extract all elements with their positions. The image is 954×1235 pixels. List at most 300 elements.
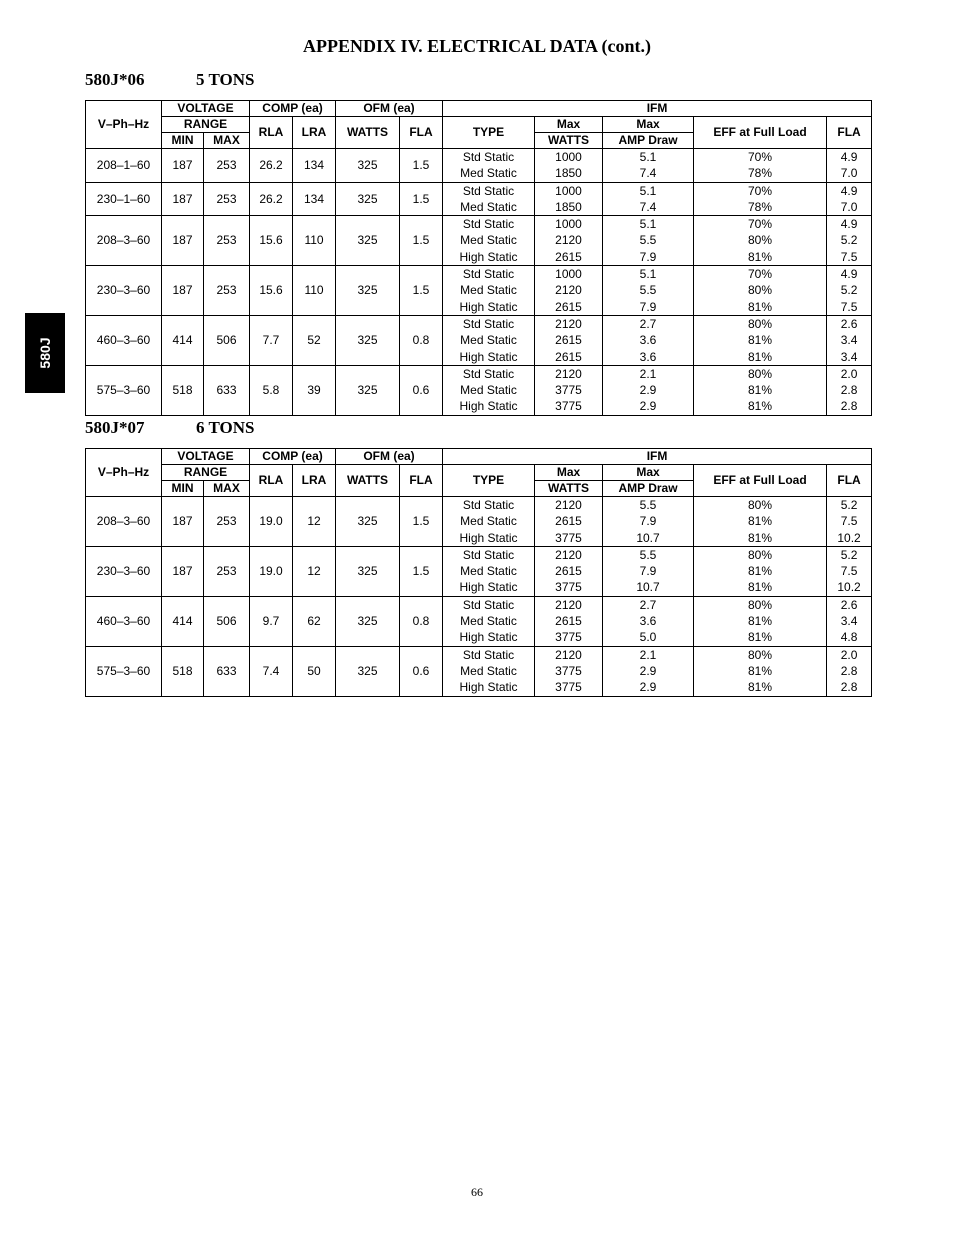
ifm-eff-line: 80% [748, 647, 773, 662]
header-type: TYPE [443, 117, 535, 149]
cell-ifm-fla [827, 646, 872, 696]
ifm-fla-line: 4.8 [840, 630, 858, 645]
ifm-amp-draw-line: 7.4 [639, 199, 657, 214]
ifm-eff-line: 80% [748, 597, 773, 612]
cell-vph: 230–3–60 [86, 546, 162, 596]
ifm-amp-draw-line: 5.1 [639, 183, 657, 198]
cell-watts: 325 [336, 182, 400, 216]
ifm-amp-draw-line: 5.5 [639, 547, 657, 562]
cell-ifm-max-watts [535, 646, 603, 696]
ifm-eff-line: 81% [748, 630, 773, 645]
ifm-eff-line: 81% [748, 580, 773, 595]
ifm-fla-line: 3.4 [840, 349, 858, 364]
header-ifm-fla: FLA [827, 117, 872, 149]
ifm-eff-line: 81% [748, 680, 773, 695]
cell-min: 414 [162, 315, 204, 365]
cell-ifm-fla [827, 315, 872, 365]
table-row [86, 149, 872, 183]
cell-fla: 1.5 [400, 546, 443, 596]
ifm-max-watts-line: 2120 [555, 498, 582, 512]
ifm-max-watts-line: 3775 [555, 383, 582, 398]
ifm-amp-draw-line: 10.7 [636, 530, 660, 545]
cell-ifm-amp-draw [603, 266, 694, 316]
header-max-watts-bottom: WATTS [535, 133, 603, 149]
ifm-fla-line: 10.2 [837, 580, 861, 595]
ifm-max-watts-line: 3775 [555, 630, 582, 645]
cell-min: 518 [162, 646, 204, 696]
header-max-amp-top: Max [603, 465, 694, 481]
ifm-eff-line: 81% [748, 514, 773, 529]
cell-vph: 460–3–60 [86, 315, 162, 365]
ifm-amp-draw-line: 2.9 [639, 663, 657, 678]
cell-ifm-type [443, 646, 535, 696]
ifm-fla-line: 3.4 [840, 333, 858, 348]
cell-ifm-type [443, 266, 535, 316]
model-tons: 6 TONS [196, 418, 255, 437]
header-eff: EFF at Full Load [694, 117, 827, 149]
cell-ifm-amp-draw [603, 646, 694, 696]
ifm-max-watts-line: 3775 [555, 399, 582, 414]
cell-ifm-amp-draw [603, 365, 694, 415]
ifm-fla-line: 5.2 [840, 547, 858, 562]
cell-fla: 0.8 [400, 596, 443, 646]
cell-vph: 208–3–60 [86, 497, 162, 547]
ifm-type-line: Med Static [460, 283, 517, 298]
cell-ifm-type [443, 149, 535, 183]
cell-ifm-type [443, 497, 535, 547]
ifm-fla-line: 7.0 [840, 166, 858, 181]
header-max-amp-top: Max [603, 117, 694, 133]
cell-lra: 134 [293, 149, 336, 183]
ifm-amp-draw-line: 7.4 [639, 166, 657, 181]
ifm-eff-line: 81% [748, 530, 773, 545]
ifm-type-line: Std Static [462, 316, 515, 331]
ifm-fla-line: 5.2 [840, 233, 858, 248]
cell-ifm-fla [827, 266, 872, 316]
header-min: MIN [162, 133, 204, 149]
cell-vph: 230–3–60 [86, 266, 162, 316]
header-vph: V–Ph–Hz [86, 101, 162, 149]
ifm-type-line: Med Static [460, 333, 517, 348]
ifm-max-watts-line: 2615 [555, 614, 582, 629]
cell-fla: 1.5 [400, 216, 443, 266]
ifm-amp-draw-line: 7.9 [639, 249, 657, 264]
ifm-eff-line: 81% [748, 663, 773, 678]
ifm-eff-line: 80% [748, 233, 773, 248]
cell-rla: 9.7 [250, 596, 293, 646]
ifm-max-watts-line: 3775 [555, 580, 582, 595]
ifm-fla-line: 7.5 [840, 564, 858, 579]
ifm-max-watts-line: 2615 [555, 514, 582, 529]
ifm-amp-draw-line: 5.5 [639, 498, 657, 512]
cell-ifm-type [443, 182, 535, 216]
cell-min: 187 [162, 497, 204, 547]
cell-lra: 50 [293, 646, 336, 696]
ifm-max-watts-line: 2615 [555, 299, 582, 314]
ifm-amp-draw-line: 2.9 [639, 680, 657, 695]
table-body [86, 497, 872, 697]
ifm-amp-draw-line: 7.9 [639, 299, 657, 314]
cell-vph: 208–1–60 [86, 149, 162, 183]
cell-ifm-eff [694, 497, 827, 547]
cell-ifm-amp-draw [603, 315, 694, 365]
cell-watts: 325 [336, 266, 400, 316]
cell-ifm-amp-draw [603, 596, 694, 646]
ifm-fla-line: 2.8 [840, 680, 858, 695]
page-number: 66 [471, 1185, 483, 1199]
ifm-max-watts-line: 1850 [555, 166, 582, 181]
ifm-max-watts-line: 1850 [555, 199, 582, 214]
ifm-max-watts-line: 2120 [555, 283, 582, 298]
ifm-amp-draw-line: 2.9 [639, 383, 657, 398]
cell-lra: 39 [293, 365, 336, 415]
cell-ifm-eff [694, 365, 827, 415]
header-max-watts-bottom: WATTS [535, 481, 603, 497]
cell-ifm-fla [827, 216, 872, 266]
cell-min: 187 [162, 182, 204, 216]
table-header [86, 449, 872, 497]
cell-fla: 0.6 [400, 365, 443, 415]
table-row [86, 646, 872, 696]
cell-max: 253 [204, 216, 250, 266]
cell-fla: 1.5 [400, 497, 443, 547]
ifm-max-watts-line: 2615 [555, 333, 582, 348]
header-ofm-watts: WATTS [336, 465, 400, 497]
ifm-fla-line: 2.6 [840, 597, 858, 612]
header-ofm: OFM (ea) [336, 101, 443, 117]
ifm-fla-line: 4.9 [840, 217, 858, 232]
electrical-table-580j07 [85, 448, 872, 697]
ifm-fla-line: 7.5 [840, 514, 858, 529]
header-max-watts-top: Max [535, 465, 603, 481]
ifm-type-line: High Static [459, 299, 518, 314]
cell-rla: 5.8 [250, 365, 293, 415]
ifm-type-line: Med Static [460, 166, 517, 181]
ifm-max-watts-line: 1000 [555, 267, 582, 282]
cell-fla: 1.5 [400, 266, 443, 316]
cell-ifm-eff [694, 646, 827, 696]
header-lra: LRA [293, 465, 336, 497]
cell-vph: 230–1–60 [86, 182, 162, 216]
header-eff: EFF at Full Load [694, 465, 827, 497]
cell-min: 414 [162, 596, 204, 646]
cell-watts: 325 [336, 149, 400, 183]
cell-ifm-eff [694, 216, 827, 266]
ifm-type-line: High Static [459, 580, 518, 595]
cell-min: 187 [162, 216, 204, 266]
ifm-amp-draw-line: 10.7 [636, 580, 660, 595]
ifm-amp-draw-line: 5.1 [639, 150, 657, 164]
ifm-type-line: Med Static [460, 614, 517, 629]
cell-watts: 325 [336, 216, 400, 266]
ifm-fla-line: 2.0 [840, 366, 858, 381]
ifm-type-line: Med Static [460, 564, 517, 579]
ifm-eff-line: 78% [748, 166, 773, 181]
ifm-amp-draw-line: 2.7 [639, 316, 657, 331]
cell-rla: 26.2 [250, 149, 293, 183]
cell-max: 253 [204, 546, 250, 596]
ifm-max-watts-line: 2120 [555, 366, 582, 381]
ifm-fla-line: 2.8 [840, 383, 858, 398]
header-max-amp-bottom: AMP Draw [603, 481, 694, 497]
header-ifm-fla: FLA [827, 465, 872, 497]
ifm-fla-line: 7.0 [840, 199, 858, 214]
cell-min: 187 [162, 149, 204, 183]
ifm-type-line: Std Static [462, 547, 515, 562]
cell-watts: 325 [336, 596, 400, 646]
ifm-amp-draw-line: 5.1 [639, 217, 657, 232]
cell-max: 506 [204, 596, 250, 646]
cell-ifm-eff [694, 596, 827, 646]
cell-ifm-max-watts [535, 149, 603, 183]
ifm-eff-line: 80% [748, 283, 773, 298]
ifm-type-line: Std Static [462, 183, 515, 198]
ifm-type-line: High Static [459, 630, 518, 645]
section-heading-580j07 [85, 418, 255, 438]
header-ofm-fla: FLA [400, 465, 443, 497]
ifm-eff-line: 80% [748, 316, 773, 331]
cell-vph: 575–3–60 [86, 365, 162, 415]
cell-ifm-max-watts [535, 596, 603, 646]
table-header [86, 101, 872, 149]
ifm-type-line: Std Static [462, 217, 515, 232]
cell-vph: 460–3–60 [86, 596, 162, 646]
ifm-amp-draw-line: 7.9 [639, 564, 657, 579]
model-tons: 5 TONS [196, 70, 255, 89]
ifm-type-line: Med Static [460, 233, 517, 248]
ifm-fla-line: 4.9 [840, 267, 858, 282]
cell-rla: 15.6 [250, 216, 293, 266]
side-tab-label: 580J [37, 337, 53, 369]
cell-watts: 325 [336, 315, 400, 365]
cell-vph: 208–3–60 [86, 216, 162, 266]
cell-fla: 1.5 [400, 149, 443, 183]
cell-rla: 19.0 [250, 546, 293, 596]
cell-ifm-fla [827, 149, 872, 183]
ifm-eff-line: 78% [748, 199, 773, 214]
header-range: RANGE [162, 465, 250, 481]
ifm-amp-draw-line: 3.6 [639, 349, 657, 364]
cell-ifm-max-watts [535, 497, 603, 547]
table-body [86, 149, 872, 416]
cell-rla: 19.0 [250, 497, 293, 547]
header-rla: RLA [250, 117, 293, 149]
ifm-fla-line: 4.9 [840, 183, 858, 198]
ifm-amp-draw-line: 3.6 [639, 333, 657, 348]
page-title: APPENDIX IV. ELECTRICAL DATA (cont.) [302, 36, 652, 56]
cell-ifm-eff [694, 315, 827, 365]
ifm-type-line: High Static [459, 399, 518, 414]
table-row [86, 216, 872, 266]
ifm-amp-draw-line: 7.9 [639, 514, 657, 529]
cell-min: 518 [162, 365, 204, 415]
cell-rla: 26.2 [250, 182, 293, 216]
ifm-max-watts-line: 3775 [555, 530, 582, 545]
cell-lra: 12 [293, 497, 336, 547]
cell-ifm-eff [694, 182, 827, 216]
cell-ifm-fla [827, 182, 872, 216]
ifm-amp-draw-line: 2.7 [639, 597, 657, 612]
ifm-eff-line: 81% [748, 349, 773, 364]
ifm-type-line: Std Static [462, 366, 515, 381]
table-row [86, 365, 872, 415]
ifm-type-line: High Static [459, 680, 518, 695]
table-row [86, 497, 872, 547]
cell-ifm-type [443, 546, 535, 596]
header-max: MAX [204, 481, 250, 497]
ifm-max-watts-line: 1000 [555, 217, 582, 232]
ifm-type-line: Std Static [462, 498, 515, 512]
cell-lra: 134 [293, 182, 336, 216]
ifm-fla-line: 5.2 [840, 498, 858, 512]
ifm-type-line: Std Static [462, 597, 515, 612]
ifm-fla-line: 2.8 [840, 663, 858, 678]
table-row [86, 315, 872, 365]
cell-ifm-max-watts [535, 546, 603, 596]
ifm-max-watts-line: 3775 [555, 663, 582, 678]
ifm-amp-draw-line: 2.1 [639, 366, 657, 381]
cell-ifm-max-watts [535, 216, 603, 266]
ifm-fla-line: 3.4 [840, 614, 858, 629]
header-ofm-watts: WATTS [336, 117, 400, 149]
ifm-type-line: Std Static [462, 647, 515, 662]
cell-ifm-max-watts [535, 266, 603, 316]
header-ifm: IFM [443, 449, 872, 465]
header-ifm: IFM [443, 101, 872, 117]
ifm-eff-line: 70% [748, 150, 773, 164]
cell-ifm-fla [827, 596, 872, 646]
ifm-fla-line: 10.2 [837, 530, 861, 545]
header-ofm: OFM (ea) [336, 449, 443, 465]
cell-rla: 7.4 [250, 646, 293, 696]
cell-watts: 325 [336, 365, 400, 415]
table-row [86, 596, 872, 646]
cell-watts: 325 [336, 646, 400, 696]
ifm-max-watts-line: 2120 [555, 233, 582, 248]
side-tab [25, 313, 65, 393]
ifm-max-watts-line: 2615 [555, 249, 582, 264]
ifm-max-watts-line: 2120 [555, 647, 582, 662]
ifm-type-line: Med Static [460, 663, 517, 678]
header-voltage: VOLTAGE [162, 101, 250, 117]
cell-min: 187 [162, 546, 204, 596]
header-vph: V–Ph–Hz [86, 449, 162, 497]
table-row [86, 266, 872, 316]
cell-ifm-max-watts [535, 315, 603, 365]
ifm-fla-line: 7.5 [840, 299, 858, 314]
header-range: RANGE [162, 117, 250, 133]
ifm-eff-line: 70% [748, 217, 773, 232]
cell-ifm-amp-draw [603, 216, 694, 266]
section-heading-580j06 [85, 70, 255, 90]
ifm-type-line: Med Static [460, 199, 517, 214]
ifm-max-watts-line: 1000 [555, 183, 582, 198]
header-rla: RLA [250, 465, 293, 497]
cell-lra: 12 [293, 546, 336, 596]
cell-min: 187 [162, 266, 204, 316]
cell-fla: 0.8 [400, 315, 443, 365]
ifm-max-watts-line: 2615 [555, 564, 582, 579]
ifm-amp-draw-line: 2.1 [639, 647, 657, 662]
ifm-eff-line: 81% [748, 299, 773, 314]
cell-max: 253 [204, 497, 250, 547]
cell-ifm-type [443, 315, 535, 365]
cell-ifm-amp-draw [603, 546, 694, 596]
cell-ifm-type [443, 216, 535, 266]
ifm-max-watts-line: 2120 [555, 547, 582, 562]
cell-fla: 1.5 [400, 182, 443, 216]
cell-ifm-max-watts [535, 365, 603, 415]
cell-ifm-fla [827, 497, 872, 547]
header-comp: COMP (ea) [250, 449, 336, 465]
ifm-eff-line: 81% [748, 614, 773, 629]
cell-ifm-max-watts [535, 182, 603, 216]
ifm-max-watts-line: 2120 [555, 597, 582, 612]
ifm-eff-line: 80% [748, 498, 773, 512]
ifm-max-watts-line: 2615 [555, 349, 582, 364]
header-max-amp-bottom: AMP Draw [603, 133, 694, 149]
electrical-table-580j06 [85, 100, 872, 416]
cell-watts: 325 [336, 546, 400, 596]
ifm-eff-line: 80% [748, 547, 773, 562]
ifm-fla-line: 5.2 [840, 283, 858, 298]
header-min: MIN [162, 481, 204, 497]
cell-ifm-eff [694, 149, 827, 183]
cell-ifm-amp-draw [603, 497, 694, 547]
header-max-watts-top: Max [535, 117, 603, 133]
cell-lra: 110 [293, 266, 336, 316]
header-voltage: VOLTAGE [162, 449, 250, 465]
ifm-type-line: Med Static [460, 514, 517, 529]
ifm-eff-line: 81% [748, 383, 773, 398]
header-comp: COMP (ea) [250, 101, 336, 117]
cell-ifm-eff [694, 266, 827, 316]
cell-vph: 575–3–60 [86, 646, 162, 696]
ifm-type-line: High Static [459, 249, 518, 264]
ifm-type-line: High Static [459, 530, 518, 545]
ifm-max-watts-line: 1000 [555, 150, 582, 164]
cell-max: 253 [204, 182, 250, 216]
ifm-eff-line: 80% [748, 366, 773, 381]
cell-ifm-type [443, 596, 535, 646]
header-ofm-fla: FLA [400, 117, 443, 149]
ifm-amp-draw-line: 5.0 [639, 630, 657, 645]
ifm-fla-line: 4.9 [840, 150, 858, 164]
cell-max: 506 [204, 315, 250, 365]
ifm-amp-draw-line: 5.5 [639, 283, 657, 298]
ifm-type-line: Std Static [462, 267, 515, 282]
cell-ifm-fla [827, 546, 872, 596]
cell-max: 633 [204, 365, 250, 415]
cell-ifm-amp-draw [603, 149, 694, 183]
ifm-eff-line: 81% [748, 333, 773, 348]
ifm-type-line: Med Static [460, 383, 517, 398]
ifm-type-line: High Static [459, 349, 518, 364]
ifm-amp-draw-line: 5.5 [639, 233, 657, 248]
ifm-max-watts-line: 2120 [555, 316, 582, 331]
ifm-eff-line: 81% [748, 564, 773, 579]
header-lra: LRA [293, 117, 336, 149]
cell-lra: 52 [293, 315, 336, 365]
ifm-type-line: Std Static [462, 150, 515, 164]
table-row [86, 182, 872, 216]
ifm-eff-line: 81% [748, 249, 773, 264]
cell-fla: 0.6 [400, 646, 443, 696]
cell-lra: 62 [293, 596, 336, 646]
cell-max: 253 [204, 149, 250, 183]
ifm-amp-draw-line: 3.6 [639, 614, 657, 629]
ifm-fla-line: 2.8 [840, 399, 858, 414]
